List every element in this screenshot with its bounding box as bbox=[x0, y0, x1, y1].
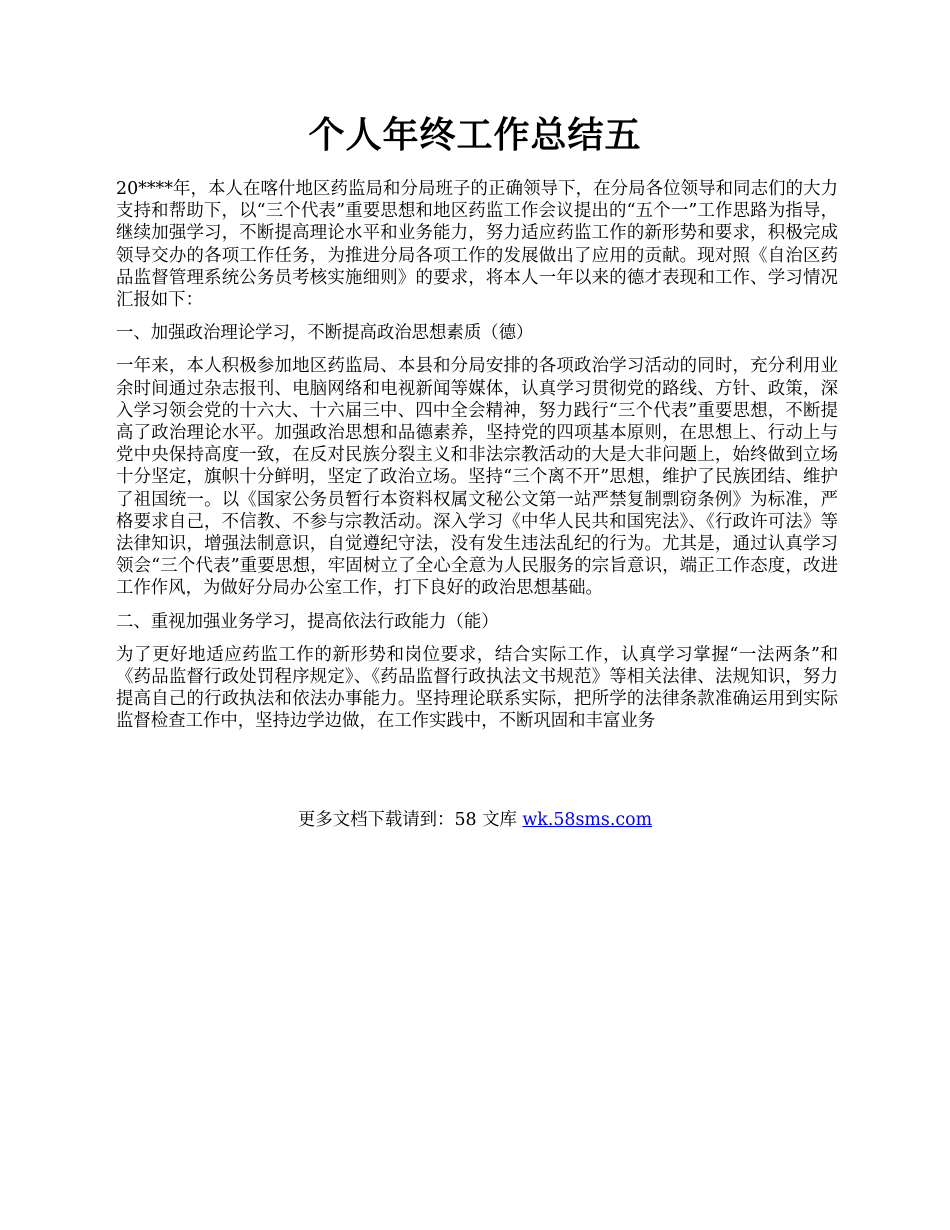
footer-text: 更多文档下载请到：58 文库 bbox=[297, 810, 523, 830]
section-heading-1: 一、加强政治理论学习，不断提高政治思想素质（德） bbox=[116, 323, 534, 344]
section-heading-2: 二、重视加强业务学习，提高依法行政能力（能） bbox=[116, 611, 499, 632]
footer-link[interactable]: wk.58sms.com bbox=[522, 810, 653, 830]
document-body bbox=[116, 178, 838, 733]
section-2-paragraph: 为了更好地适应药监工作的新形势和岗位要求，结合实际工作，认真学习掌握“一法两条”和《药品监督行政处罚程序规定》、《药品监督行政执法文书规范》等相关法律、法规知识，努力提高自己的行政执法和依法办事能力。坚持理论联系实际，把所学的法律条款准确运用到实际监督检查工作中，坚持边学边做，在工作实践中，不断巩固和丰富业务 bbox=[116, 644, 838, 732]
intro-paragraph: 20****年，本人在喀什地区药监局和分局班子的正确领导下，在分局各位领导和同志们的大力支持和帮助下，以“三个代表”重要思想和地区药监工作会议提出的“五个一”工作思路为指导，继续加强学习，不断提高理论水平和业务能力，努力适应药监工作的新形势和要求，积极完成领导交办的各项工作任务，为推进分局各项工作的发展做出了应用的贡献。现对照《自治区药品监督管理系统公务员考核实施细则》的要求，将本人一年以来的德才表现和工作、学习情况汇报如下： bbox=[116, 179, 838, 311]
download-footer bbox=[0, 808, 950, 832]
document-title: 个人年终工作总结五 bbox=[308, 114, 642, 156]
section-1-paragraph: 一年来，本人积极参加地区药监局、本县和分局安排的各项政治学习活动的同时，充分利用业余时间通过杂志报刊、电脑网络和电视新闻等媒体，认真学习贯彻党的路线、方针、政策，深入学习领会党的十六大、十六届三中、四中全会精神，努力践行“三个代表”重要思想，不断提高了政治理论水平。加强政治思想和品德素养，坚持党的四项基本原则，在思想上、行动上与党中央保持高度一致，在反对民族分裂主义和非法宗教活动的大是大非问题上，始终做到立场十分坚定，旗帜十分鲜明，坚定了政治立场。坚持“三个离不开”思想，维护了民族团结、维护了祖国统一。以《国家公务员暂行本资料权属文秘公文第一站严禁复制剽窃条例》为标准，严格要求自己，不信教、不参与宗教活动。深入学习《中华人民共和国宪法》、《行政许可法》等法律知识，增强法制意识，自觉遵纪守法，没有发生违法乱纪的行为。尤其是，通过认真学习领会“三个代表”重要思想，牢固树立了全心全意为人民服务的宗旨意识，端正工作态度，改进工作作风，为做好分局办公室工作，打下良好的政治思想基础。 bbox=[116, 356, 838, 599]
